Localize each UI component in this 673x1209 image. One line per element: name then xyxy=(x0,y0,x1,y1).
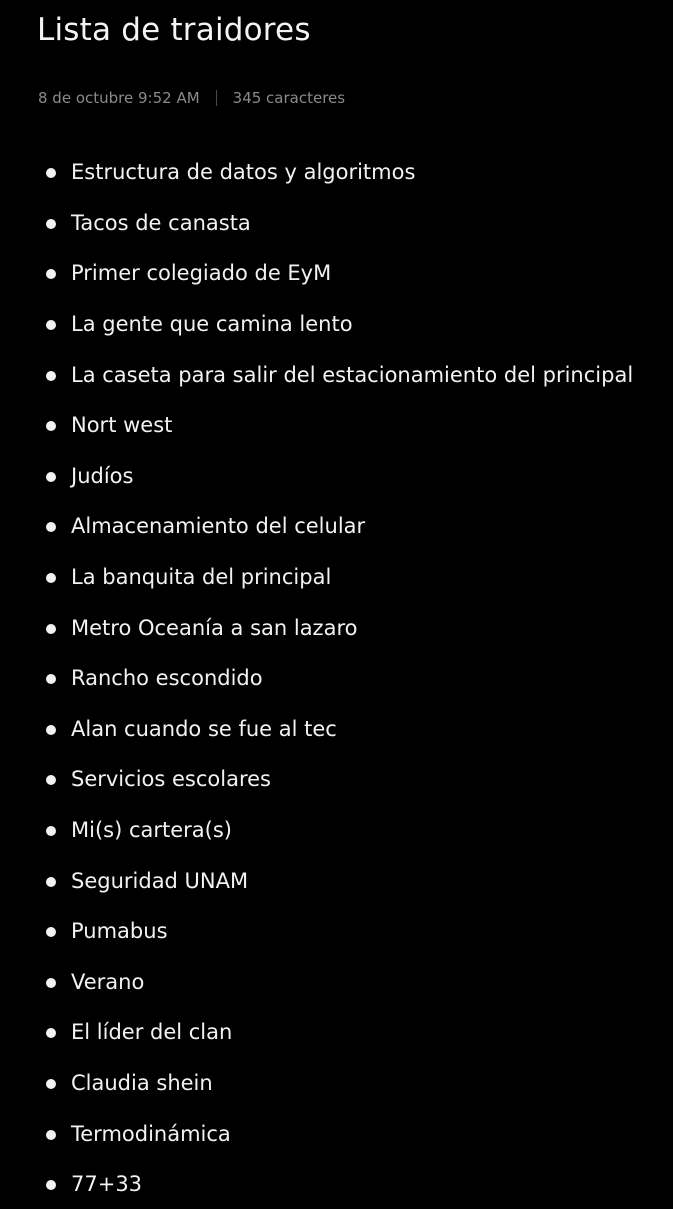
list-item[interactable] xyxy=(0,602,673,653)
list-item-text: Almacenamiento del celular xyxy=(71,514,366,539)
list-item[interactable] xyxy=(0,653,673,704)
bullet-icon xyxy=(46,573,56,583)
list-item[interactable] xyxy=(0,1058,673,1109)
bullet-icon xyxy=(46,472,56,482)
bullet-icon xyxy=(46,674,56,684)
list-item-text: Servicios escolares xyxy=(71,767,271,792)
list-item-text: Seguridad UNAM xyxy=(71,868,249,893)
bullet-list[interactable] xyxy=(0,147,673,1209)
list-item[interactable] xyxy=(0,1159,673,1209)
bullet-icon xyxy=(46,1130,56,1140)
bullet-icon xyxy=(46,168,56,178)
bullet-icon xyxy=(46,320,56,330)
list-item-text: Rancho escondido xyxy=(71,666,263,691)
list-item[interactable] xyxy=(0,299,673,350)
list-item-text: Claudia shein xyxy=(71,1070,213,1095)
list-item-text: Metro Oceanía a san lazaro xyxy=(71,615,358,640)
list-item[interactable] xyxy=(0,501,673,552)
meta-separator xyxy=(216,90,217,106)
bullet-icon xyxy=(46,1079,56,1089)
list-item-text: La caseta para salir del estacionamiento del principal xyxy=(71,362,634,387)
list-item[interactable] xyxy=(0,552,673,603)
list-item[interactable] xyxy=(0,704,673,755)
bullet-icon xyxy=(46,522,56,532)
list-item[interactable] xyxy=(0,957,673,1008)
bullet-icon xyxy=(46,826,56,836)
note-meta xyxy=(38,86,345,110)
list-item-text: La gente que camina lento xyxy=(71,312,353,337)
list-item-text: Judíos xyxy=(71,463,134,488)
note-char-count: 345 caracteres xyxy=(232,89,346,107)
bullet-icon xyxy=(46,421,56,431)
list-item-text: 77+33 xyxy=(71,1172,143,1197)
list-item[interactable] xyxy=(0,349,673,400)
list-item[interactable] xyxy=(0,147,673,198)
list-item-text: Tacos de canasta xyxy=(71,210,251,235)
bullet-icon xyxy=(46,877,56,887)
bullet-icon xyxy=(46,219,56,229)
list-item-text: La banquita del principal xyxy=(71,565,332,590)
list-item[interactable] xyxy=(0,805,673,856)
list-item[interactable] xyxy=(0,1007,673,1058)
list-item-text: Termodinámica xyxy=(71,1121,231,1146)
list-item-text: Alan cuando se fue al tec xyxy=(71,716,337,741)
bullet-icon xyxy=(46,1028,56,1038)
list-item[interactable] xyxy=(0,906,673,957)
list-item[interactable] xyxy=(0,198,673,249)
list-item-text: Verano xyxy=(71,969,145,994)
bullet-icon xyxy=(46,725,56,735)
list-item-text: Nort west xyxy=(71,413,173,438)
bullet-icon xyxy=(46,624,56,634)
list-item[interactable] xyxy=(0,855,673,906)
list-item[interactable] xyxy=(0,1108,673,1159)
list-item-text: El líder del clan xyxy=(71,1020,233,1045)
bullet-icon xyxy=(46,1180,56,1190)
list-item[interactable] xyxy=(0,248,673,299)
list-item[interactable] xyxy=(0,400,673,451)
bullet-icon xyxy=(46,927,56,937)
list-item-text: Mi(s) cartera(s) xyxy=(71,818,232,843)
list-item-text: Primer colegiado de EyM xyxy=(71,261,332,286)
list-item[interactable] xyxy=(0,451,673,502)
list-item-text: Pumabus xyxy=(71,919,168,944)
bullet-icon xyxy=(46,978,56,988)
note-title[interactable]: Lista de traidores xyxy=(37,12,311,48)
note-date: 8 de octubre 9:52 AM xyxy=(38,89,200,107)
bullet-icon xyxy=(46,371,56,381)
list-item-text: Estructura de datos y algoritmos xyxy=(71,160,416,185)
bullet-icon xyxy=(46,775,56,785)
list-item[interactable] xyxy=(0,754,673,805)
bullet-icon xyxy=(46,269,56,279)
